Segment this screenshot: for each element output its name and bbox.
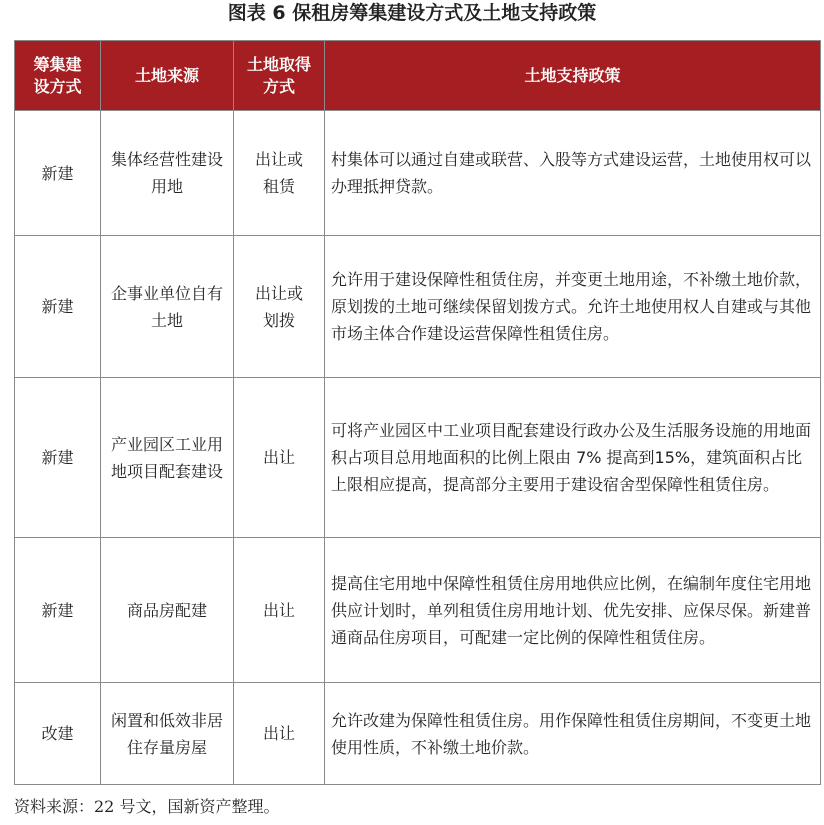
table-row xyxy=(15,236,821,378)
header-acquisition: 土地取得方式 xyxy=(234,41,325,111)
header-land-source: 土地来源 xyxy=(101,41,234,111)
table-row xyxy=(15,378,821,538)
header-row xyxy=(15,41,821,111)
cell-policy: 提高住宅用地中保障性租赁住房用地供应比例，在编制年度住宅用地供应计划时，单列租赁住房用地计划、优先安排、应保尽保。新建普通商品住房项目，可配建一定比例的保障性租赁住房。 xyxy=(325,538,821,683)
cell-method: 新建 xyxy=(15,378,101,538)
source-note: 资料来源：22 号文，国新资产整理。 xyxy=(14,797,280,816)
cell-acquisition: 出让或租赁 xyxy=(234,111,325,236)
cell-land-source: 商品房配建 xyxy=(101,538,234,683)
cell-method: 新建 xyxy=(15,538,101,683)
cell-policy: 村集体可以通过自建或联营、入股等方式建设运营，土地使用权可以办理抵押贷款。 xyxy=(325,111,821,236)
cell-land-source: 闲置和低效非居住存量房屋 xyxy=(101,683,234,785)
cell-land-source: 企事业单位自有土地 xyxy=(101,236,234,378)
cell-method: 新建 xyxy=(15,236,101,378)
cell-land-source: 集体经营性建设用地 xyxy=(101,111,234,236)
figure-title: 图表 6 保租房筹集建设方式及土地支持政策 xyxy=(227,2,597,24)
table-row xyxy=(15,683,821,785)
cell-acquisition: 出让或划拨 xyxy=(234,236,325,378)
cell-acquisition: 出让 xyxy=(234,683,325,785)
header-policy: 土地支持政策 xyxy=(325,41,821,111)
table-row xyxy=(15,538,821,683)
table-row xyxy=(15,111,821,236)
cell-policy: 可将产业园区中工业项目配套建设行政办公及生活服务设施的用地面积占项目总用地面积的比例上限由 7% 提高到15%，建筑面积占比上限相应提高，提高部分主要用于建设宿舍型保障性租赁住房。 xyxy=(325,378,821,538)
cell-policy: 允许用于建设保障性租赁住房，并变更土地用途，不补缴土地价款，原划拨的土地可继续保留划拨方式。允许土地使用权人自建或与其他市场主体合作建设运营保障性租赁住房。 xyxy=(325,236,821,378)
header-method: 筹集建设方式 xyxy=(15,41,101,111)
cell-method: 新建 xyxy=(15,111,101,236)
cell-policy: 允许改建为保障性租赁住房。用作保障性租赁住房期间，不变更土地使用性质，不补缴土地价款。 xyxy=(325,683,821,785)
cell-land-source: 产业园区工业用地项目配套建设 xyxy=(101,378,234,538)
cell-method: 改建 xyxy=(15,683,101,785)
cell-acquisition: 出让 xyxy=(234,538,325,683)
policy-table xyxy=(14,40,821,785)
cell-acquisition: 出让 xyxy=(234,378,325,538)
